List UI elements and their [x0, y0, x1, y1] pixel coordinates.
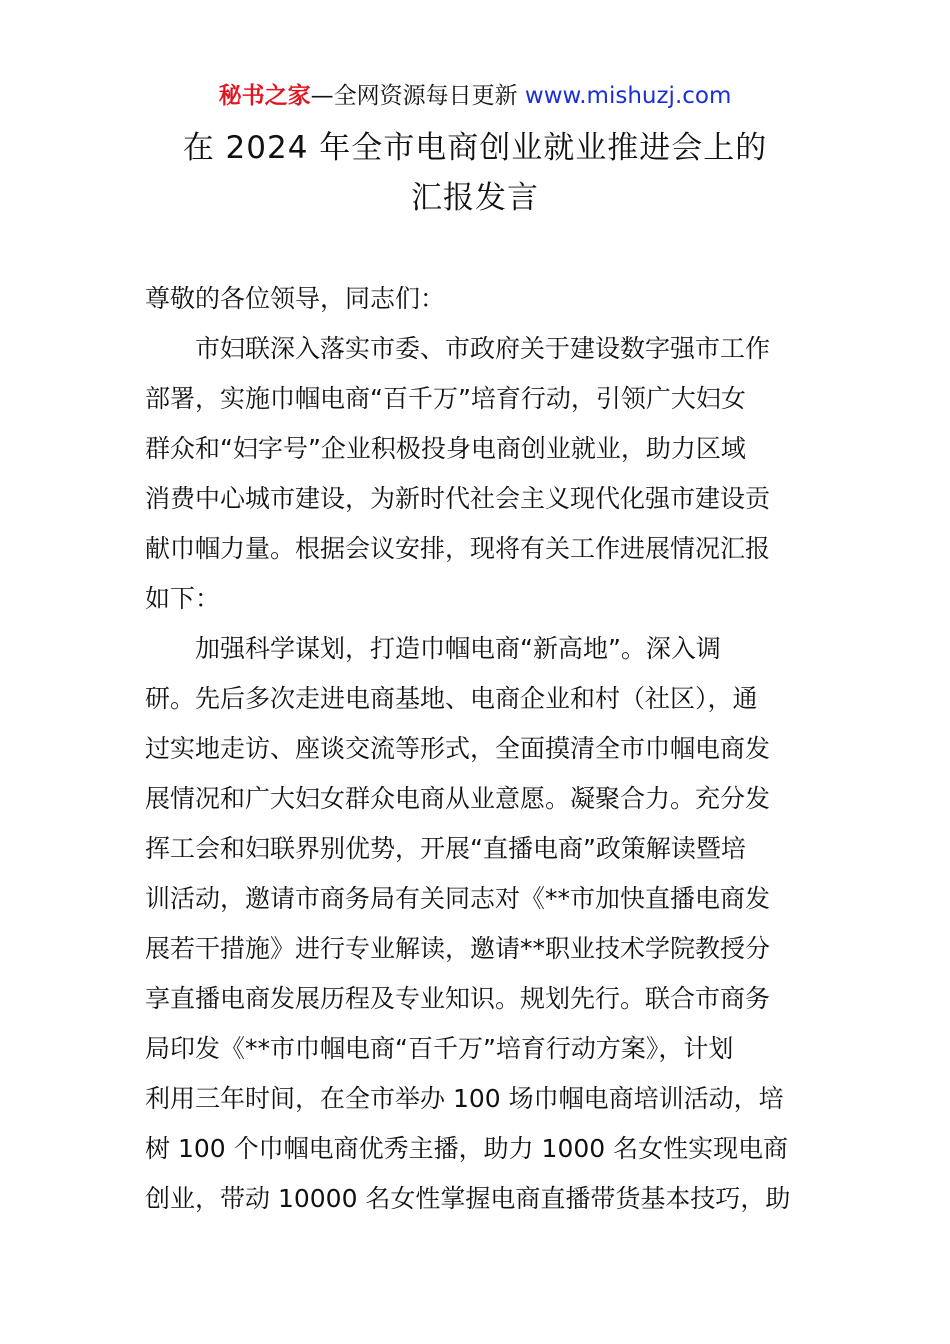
brand-name: 秘书之家 [218, 83, 311, 109]
body-line: 如下： [145, 584, 221, 613]
brand-tagline: —全网资源每日更新 [310, 83, 525, 109]
body-line: 献巾帼力量。根据会议安排，现将有关工作进展情况汇报 [145, 534, 771, 563]
body-line: 市妇联深入落实市委、市政府关于建设数字强市工作 [145, 334, 771, 363]
body-line: 展若干措施》进行专业解读，邀请**职业技术学院教授分 [145, 934, 771, 963]
body-line: 训活动，邀请市商务局有关同志对《**市加快直播电商发 [145, 884, 771, 913]
body-line: 利用三年时间，在全市举办 100 场巾帼电商培训活动，培 [145, 1084, 784, 1113]
body-line: 群众和“妇字号”企业积极投身电商创业就业，助力区域 [145, 434, 746, 463]
body-line: 加强科学谋划，打造巾帼电商“新高地”。深入调 [145, 634, 721, 663]
watermark-header [0, 80, 950, 112]
body-line: 树 100 个巾帼电商优秀主播，助力 1000 名女性实现电商 [145, 1134, 789, 1163]
document-title-line-1: 在 2024 年全市电商创业就业推进会上的 [182, 130, 768, 166]
body-line: 创业，带动 10000 名女性掌握电商直播带货基本技巧，助 [145, 1184, 791, 1213]
body-line: 部署，实施巾帼电商“百千万”培育行动，引领广大妇女 [145, 384, 746, 413]
body-line: 消费中心城市建设，为新时代社会主义现代化强市建设贡 [145, 484, 771, 513]
body-line: 过实地走访、座谈交流等形式，全面摸清全市巾帼电商发 [145, 734, 771, 763]
body-line: 尊敬的各位领导，同志们： [145, 284, 446, 313]
site-url-link[interactable]: www.mishuzj.com [524, 83, 732, 109]
body-line: 享直播电商发展历程及专业知识。规划先行。联合市商务 [145, 984, 771, 1013]
body-line: 展情况和广大妇女群众电商从业意愿。凝聚合力。充分发 [145, 784, 771, 813]
document-title-line-2: 汇报发言 [411, 180, 539, 216]
body-line: 研。先后多次走进电商基地、电商企业和村（社区），通 [145, 684, 758, 713]
body-line: 局印发《**市巾帼电商“百千万”培育行动方案》，计划 [145, 1034, 734, 1063]
body-line: 挥工会和妇联界别优势，开展“直播电商”政策解读暨培 [145, 834, 746, 863]
document-body [145, 278, 810, 1228]
